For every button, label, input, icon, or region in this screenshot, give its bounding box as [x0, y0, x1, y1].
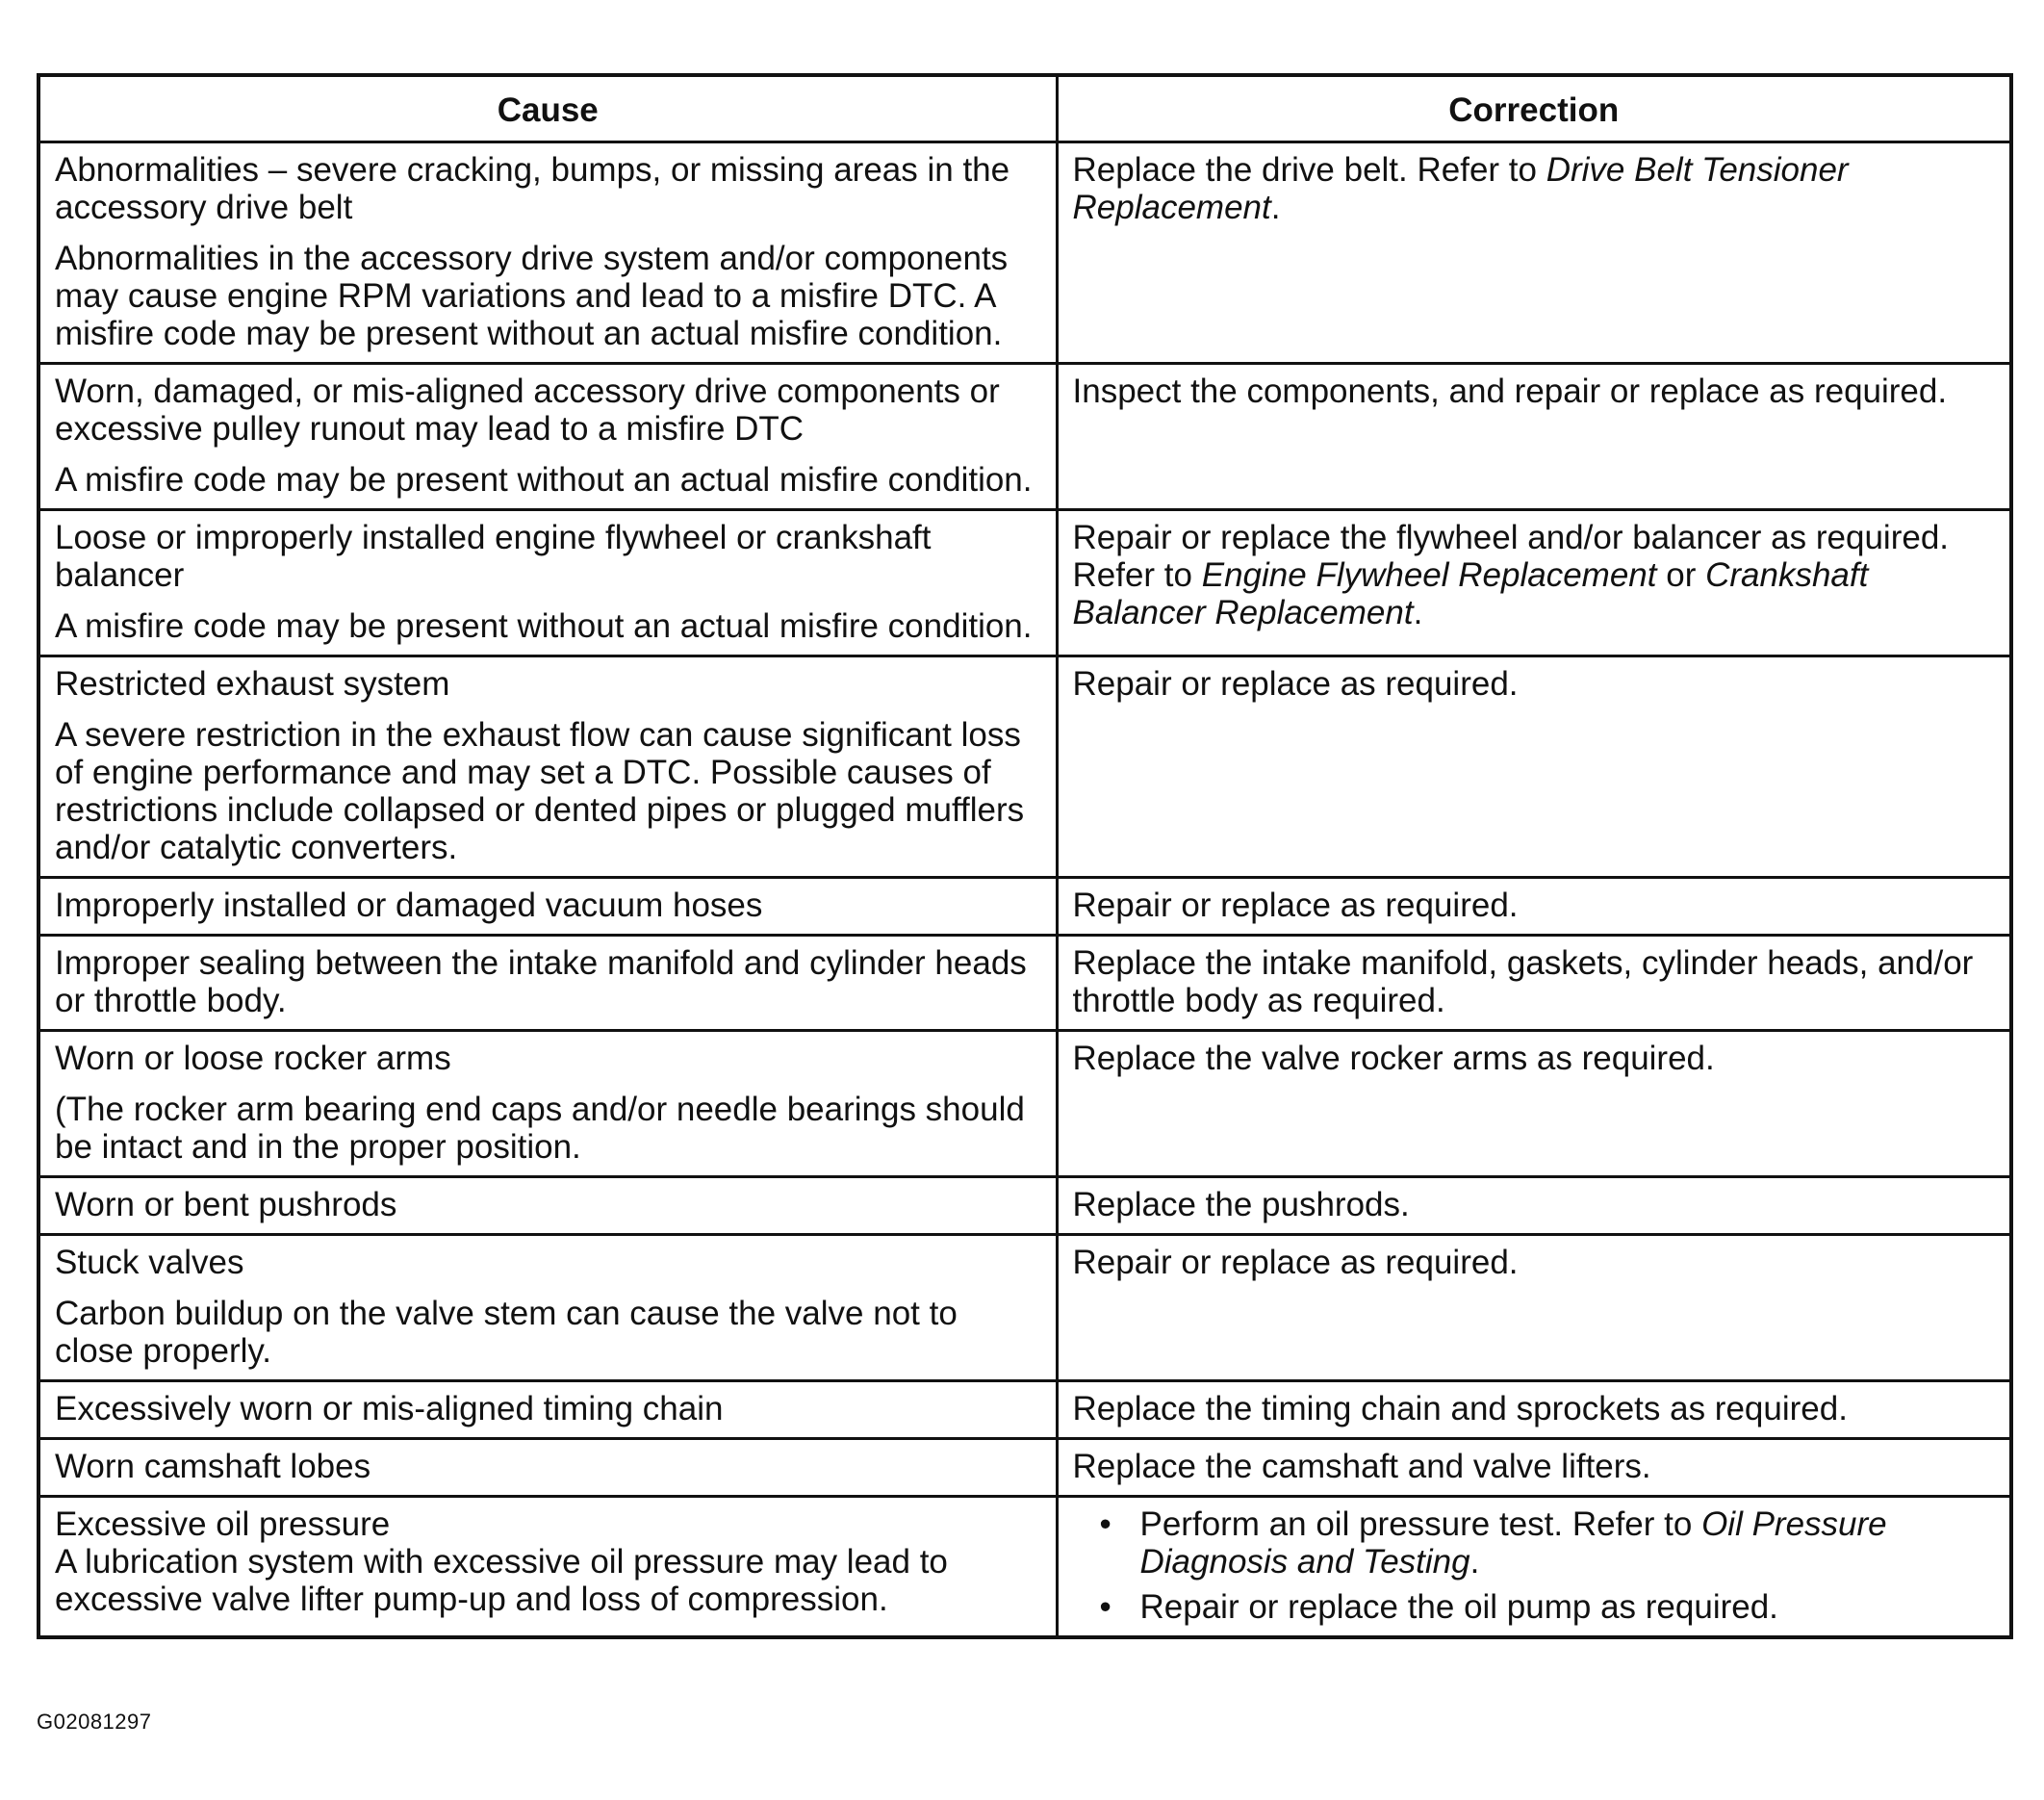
cause-detail: Abnormalities in the accessory drive system and/or components may cause engine RPM variations and lead to a misfire DTC. A misfire code may be present without an actual misfire condition.	[55, 240, 1009, 352]
cause-detail: A misfire code may be present without an actual misfire condition.	[55, 607, 1033, 645]
cause-title: Improperly installed or damaged vacuum hoses	[55, 887, 763, 924]
correction-body: Replace the drive belt. Refer to	[1072, 151, 1546, 189]
cause-title: Worn, damaged, or mis-aligned accessory drive components or excessive pulley runout may lead to a misfire DTC	[55, 373, 1000, 448]
correction-body: Perform an oil pressure test. Refer to	[1139, 1505, 1702, 1543]
correction-connector: or	[1656, 556, 1706, 594]
correction-text: Repair or replace as required.	[1072, 665, 1519, 703]
correction-cell	[1057, 1497, 2011, 1638]
table-row	[38, 936, 2011, 1031]
figure-id: G02081297	[37, 1710, 152, 1734]
table-row	[38, 364, 2011, 510]
correction-cell	[1057, 364, 2011, 510]
cause-cell	[38, 878, 1057, 936]
correction-cell	[1057, 936, 2011, 1031]
diagnosis-table	[37, 73, 2013, 1639]
cause-title: Worn or bent pushrods	[55, 1186, 397, 1223]
correction-reference-2: Crankshaft Balancer Replacement	[1072, 556, 1869, 631]
cause-title: Abnormalities – severe cracking, bumps, or missing areas in the accessory drive belt	[55, 151, 1010, 226]
correction-text	[1073, 519, 1997, 631]
correction-body: Repair or replace the oil pump as required.	[1139, 1588, 1778, 1626]
correction-cell	[1057, 1381, 2011, 1439]
table-row	[38, 878, 2011, 936]
correction-cell	[1057, 510, 2011, 656]
correction-cell	[1057, 1177, 2011, 1235]
correction-text: Replace the camshaft and valve lifters.	[1072, 1448, 1651, 1485]
cause-title: Excessive oil pressure	[55, 1505, 391, 1543]
correction-text: Replace the valve rocker arms as required.	[1072, 1040, 1715, 1077]
cause-cell	[38, 1177, 1057, 1235]
cause-title: Excessively worn or mis-aligned timing chain	[55, 1390, 724, 1427]
correction-suffix: .	[1270, 189, 1281, 226]
correction-reference: Drive Belt Tensioner Replacement	[1072, 151, 1849, 226]
correction-text: Repair or replace as required.	[1072, 1244, 1519, 1281]
cause-title: Improper sealing between the intake manifold and cylinder heads or throttle body.	[55, 944, 1027, 1019]
table-row	[38, 1381, 2011, 1439]
correction-cell	[1057, 1439, 2011, 1497]
table-row	[38, 510, 2011, 656]
correction-body: Repair or replace the flywheel and/or balancer as required. Refer to	[1072, 519, 1950, 594]
correction-suffix: .	[1413, 594, 1423, 631]
cause-cell	[38, 1235, 1057, 1381]
cause-title: Loose or improperly installed engine flywheel or crankshaft balancer	[55, 519, 932, 594]
cause-detail: A lubrication system with excessive oil pressure may lead to excessive valve lifter pump-up and loss of compression.	[55, 1543, 948, 1618]
table-row	[38, 1031, 2011, 1177]
cause-cell	[38, 1381, 1057, 1439]
correction-cell	[1057, 656, 2011, 878]
cause-cell	[38, 1497, 1057, 1638]
cause-cell	[38, 142, 1057, 364]
cause-cell	[38, 936, 1057, 1031]
cause-detail: Carbon buildup on the valve stem can cause the valve not to close properly.	[55, 1295, 958, 1370]
cause-detail: (The rocker arm bearing end caps and/or needle bearings should be intact and in the proper position.	[55, 1091, 1025, 1166]
cause-title: Restricted exhaust system	[55, 665, 450, 703]
correction-bullet	[1100, 1588, 1997, 1626]
correction-text: Inspect the components, and repair or replace as required.	[1072, 373, 1948, 410]
cause-header: Cause	[38, 75, 1057, 142]
cause-title: Worn or loose rocker arms	[55, 1040, 451, 1077]
cause-cell	[38, 1439, 1057, 1497]
cause-cell	[38, 656, 1057, 878]
correction-cell	[1057, 1235, 2011, 1381]
correction-reference: Engine Flywheel Replacement	[1201, 556, 1657, 594]
table-row	[38, 1439, 2011, 1497]
cause-title: Worn camshaft lobes	[55, 1448, 371, 1485]
correction-bullet	[1100, 1505, 1997, 1581]
cause-cell	[38, 364, 1057, 510]
table-row	[38, 1497, 2011, 1638]
correction-bullet-list	[1073, 1505, 1997, 1626]
correction-cell	[1057, 142, 2011, 364]
header-row	[38, 75, 2011, 142]
correction-header: Correction	[1057, 75, 2011, 142]
correction-text: Replace the timing chain and sprockets as required.	[1072, 1390, 1848, 1427]
correction-cell	[1057, 878, 2011, 936]
table-row	[38, 1177, 2011, 1235]
correction-text: Replace the pushrods.	[1072, 1186, 1410, 1223]
correction-text	[1073, 151, 1997, 226]
cause-detail: A misfire code may be present without an actual misfire condition.	[55, 461, 1033, 499]
table-row	[38, 1235, 2011, 1381]
correction-text: Replace the intake manifold, gaskets, cylinder heads, and/or throttle body as required.	[1072, 944, 1974, 1019]
cause-cell	[38, 510, 1057, 656]
correction-reference: Oil Pressure Diagnosis and Testing	[1139, 1505, 1887, 1581]
table-row	[38, 656, 2011, 878]
cause-cell	[38, 1031, 1057, 1177]
table-row	[38, 142, 2011, 364]
correction-cell	[1057, 1031, 2011, 1177]
correction-text: Repair or replace as required.	[1072, 887, 1519, 924]
cause-title: Stuck valves	[55, 1244, 244, 1281]
correction-suffix: .	[1469, 1543, 1480, 1581]
cause-detail: A severe restriction in the exhaust flow can cause significant loss of engine performance and may set a DTC. Possible causes of restrictions include collapsed or dented pipes or plugged mufflers and/or catalytic converters.	[55, 716, 1025, 866]
